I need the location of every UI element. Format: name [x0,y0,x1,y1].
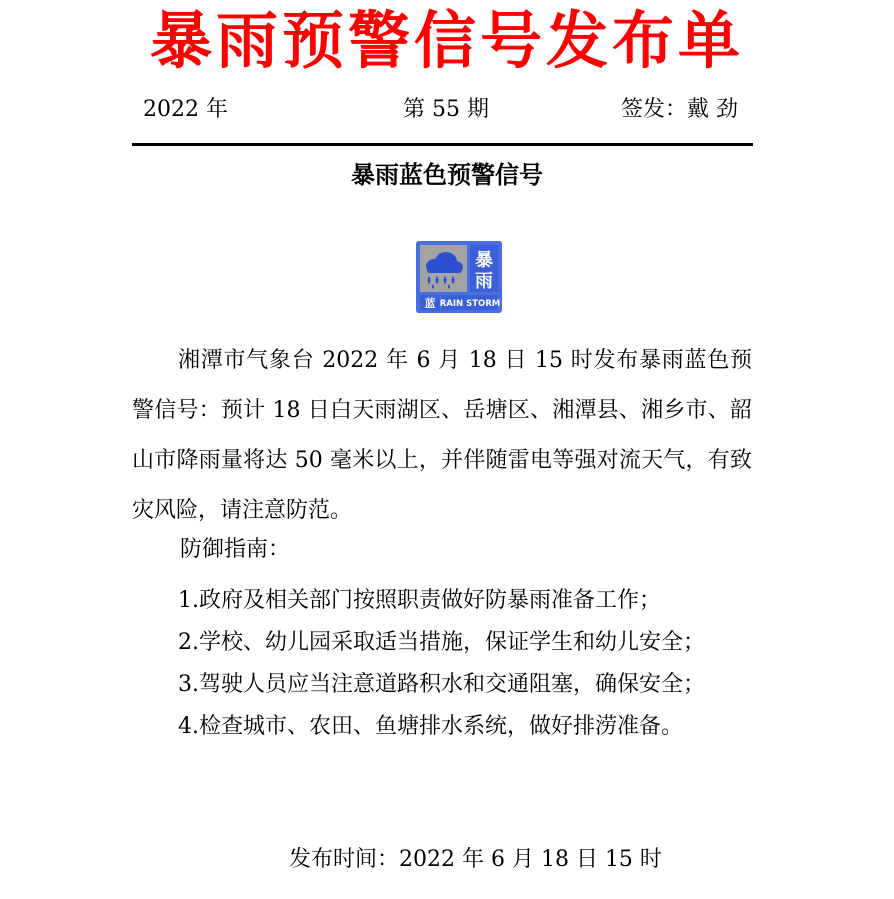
issue-number-text: 第 55 期 [403,97,489,122]
issue-number [0,92,894,128]
year-label: 2022 年 [143,97,228,122]
guide-item: 3.驾驶人员应当注意道路积水和交通阻塞，确保安全； [178,672,705,697]
icon-caption: RAIN STORM [439,299,501,309]
signer-label: 签发：戴 劲 [621,97,738,122]
icon-char-top: 暴 [475,250,493,271]
rainstorm-blue-signal-icon [415,240,503,314]
icon-char-bottom: 雨 [475,271,493,292]
issue-time: 发布时间：2022 年 6 月 18 日 15 时 [289,847,662,872]
guide-heading: 防御指南： [180,537,291,562]
guide-item: 2.学校、幼儿园采取适当措施，保证学生和幼儿安全； [178,630,705,655]
signal-title: 暴雨蓝色预警信号 [351,160,543,189]
icon-level-char: 蓝 [424,297,436,310]
guide-item: 4.检查城市、农田、鱼塘排水系统，做好排涝准备。 [178,714,683,739]
guide-item: 1.政府及相关部门按照职责做好防暴雨准备工作； [178,588,661,613]
guide-list [178,580,778,748]
warning-body: 湘潭市气象台 2022 年 6 月 18 日 15 时发布暴雨蓝色预警信号：预计 18 日白天雨湖区、岳塘区、湘潭县、湘乡市、韶山市降雨量将达 50 毫米以上，并伴随雷电等强对流天气，有致灾风险，请注意防范。 [132,348,752,523]
header-divider [132,143,753,146]
page-title: 暴雨预警信号发布单 [149,4,744,77]
